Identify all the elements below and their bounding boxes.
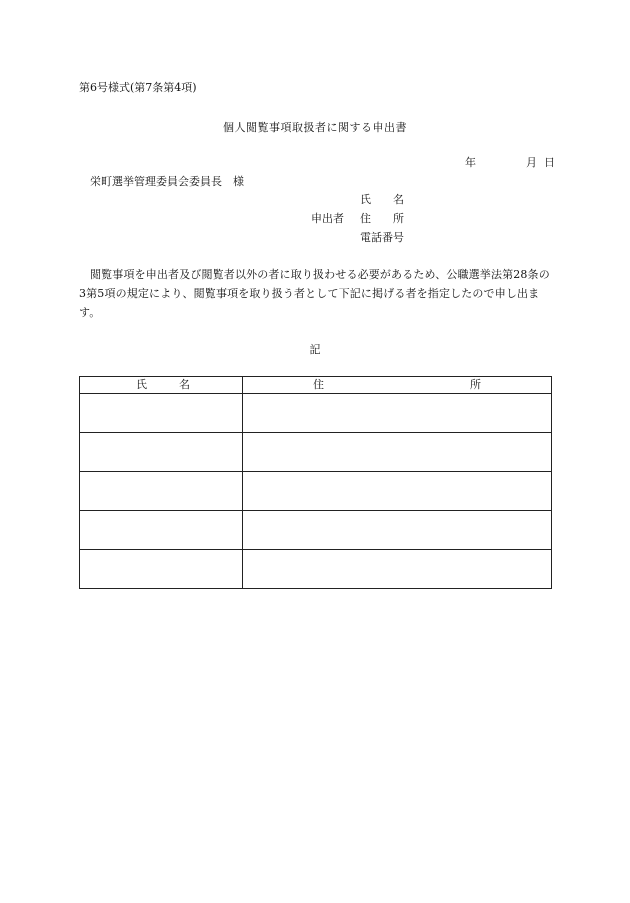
name-cell[interactable]	[80, 550, 243, 589]
applicant-label: 申出者	[311, 212, 344, 225]
address-cell[interactable]	[243, 550, 552, 589]
ki-heading: 記	[309, 343, 321, 356]
body-paragraph: 閲覧事項を申出者及び閲覧者以外の者に取り扱わせる必要があるため、公職選挙法第28条の3第5項の規定により、閲覧事項を取り扱う者として下記に掲げる者を指定したので申し出ます。	[79, 268, 550, 319]
addressee: 栄町選挙管理委員会委員長 様	[90, 175, 244, 188]
table-row	[80, 472, 552, 511]
date-day: 日	[544, 156, 555, 169]
address-header-char-1: 住	[313, 378, 324, 391]
address-char-1: 住	[360, 212, 371, 225]
name-char-2: 名	[393, 193, 404, 206]
address-cell[interactable]	[243, 472, 552, 511]
address-cell[interactable]	[243, 433, 552, 472]
name-column-header	[80, 377, 243, 394]
name-cell[interactable]	[80, 472, 243, 511]
applicant-name-label	[360, 193, 404, 207]
date-year: 年	[465, 156, 476, 169]
name-header-char-1: 氏	[136, 378, 147, 391]
applicant-phone-label: 電話番号	[360, 231, 404, 244]
designee-table	[79, 376, 552, 589]
table-row	[80, 394, 552, 433]
form-number: 第6号様式(第7条第4項)	[79, 81, 197, 94]
name-cell[interactable]	[80, 433, 243, 472]
document-title: 個人閲覧事項取扱者に関する申出書	[223, 121, 407, 134]
address-column-header	[243, 377, 552, 394]
applicant-address-label	[360, 212, 404, 226]
date-month: 月	[526, 156, 537, 169]
date-line	[465, 156, 555, 170]
table-row	[80, 433, 552, 472]
name-char-1: 氏	[360, 193, 371, 206]
address-cell[interactable]	[243, 511, 552, 550]
table-header-row	[80, 377, 552, 394]
table-row	[80, 550, 552, 589]
name-cell[interactable]	[80, 511, 243, 550]
address-cell[interactable]	[243, 394, 552, 433]
name-cell[interactable]	[80, 394, 243, 433]
table-row	[80, 511, 552, 550]
address-char-2: 所	[393, 212, 404, 225]
name-header-char-2: 名	[179, 378, 190, 391]
address-header-char-2: 所	[470, 378, 481, 391]
